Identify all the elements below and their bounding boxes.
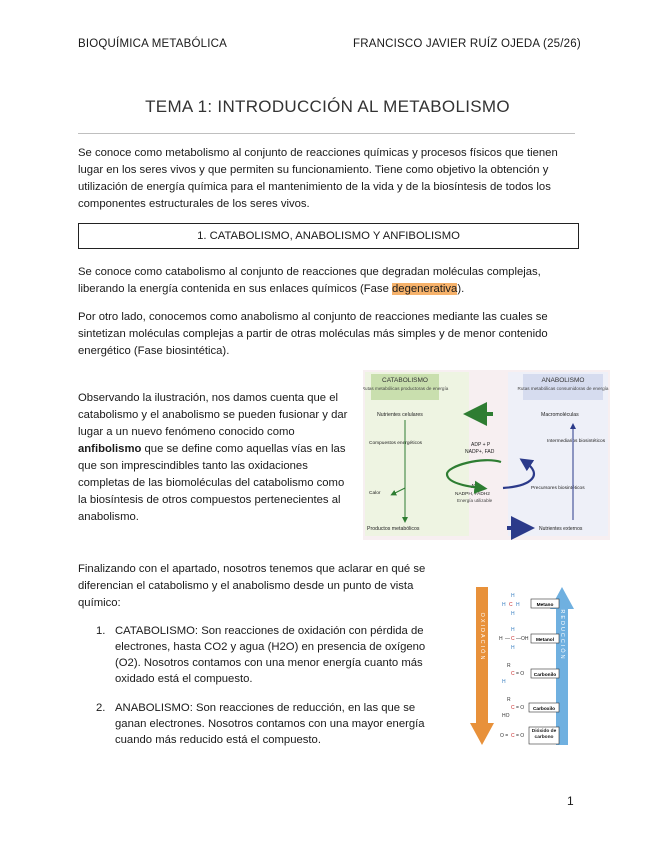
label-calor: Calor [369, 491, 381, 496]
label-nadph: NADPH, FADH2 [455, 492, 490, 497]
svg-text:—OH: —OH [516, 636, 529, 642]
label-productos: Productos metabólicos [367, 526, 420, 532]
label-compuestos: Compuestos energéticos [369, 441, 423, 446]
svg-text:H: H [502, 602, 506, 608]
oxidation-reduction-diagram [468, 585, 588, 748]
svg-text:HO: HO [502, 713, 510, 719]
label-macromoleculas: Macromoléculas [541, 412, 579, 418]
label-adp: ADP + P [471, 442, 491, 448]
svg-text:C: C [511, 705, 515, 711]
header-left: BIOQUÍMICA METABÓLICA [78, 38, 228, 50]
svg-text:C: C [511, 636, 515, 642]
intro-paragraph: Se conoce como metabolismo al conjunto de reacciones químicas y procesos físicos que tienen lugar en los seres vivos y que permiten su funcionamiento. Tiene como objetivo la obtención y utilización de energía química para el mantenimiento de la vida y de la biosíntesis de todos los componentes estructurales de los seres vivos. [78, 147, 558, 210]
label-precursores: Precursores biosintéticos [531, 486, 585, 491]
label-intermediarios: Intermediarios biosintéticos [547, 439, 606, 444]
svg-text:R: R [507, 697, 511, 703]
box-carboxilo: Carboxilo [532, 707, 556, 712]
svg-text:C: C [509, 602, 513, 608]
oxidation-label: OXIDACIÓN [479, 612, 485, 662]
catabolism-subtitle: Rutas metabólicas productoras de energía [363, 386, 449, 391]
anfibolismo-term: anfibolismo [78, 443, 142, 455]
svg-text:= O: = O [516, 733, 525, 739]
svg-text:H: H [511, 645, 515, 651]
svg-text:H: H [502, 679, 506, 685]
svg-text:H: H [511, 627, 515, 633]
page-number: 1 [567, 794, 574, 808]
svg-text:C: C [511, 671, 515, 677]
anabolismo-paragraph: Por otro lado, conocemos como anabolismo al conjunto de reacciones mediante las cuales se sintetizan moléculas complejas a partir de otras moléculas más simples y de menor contenido energético (Fase biosintética). [78, 311, 548, 357]
metabolism-diagram [363, 370, 610, 540]
catabolismo-paragraph: Se conoce como catabolismo al conjunto de reacciones que degradan moléculas complejas, liberando la energía contenida en sus enlaces químicos (Fase degenerativa). [78, 266, 541, 295]
label-nadp: NADP+, FAD [465, 449, 495, 455]
label-nutrientes-ext: Nutrientes externos [539, 526, 583, 532]
svg-text:O =: O = [500, 733, 509, 739]
anabolism-subtitle: Rutas metabólicas consumidoras de energía [517, 386, 609, 391]
anabolism-title: ANABOLISMO [541, 377, 585, 384]
svg-text:H: H [511, 593, 515, 599]
svg-text:C: C [511, 733, 515, 739]
svg-text:H: H [511, 611, 515, 617]
oxidation-arrow [470, 587, 494, 745]
label-energia: Energía utilizable [457, 498, 493, 503]
label-atp: ATP [471, 484, 481, 490]
header-right: FRANCISCO JAVIER RUÍZ OJEDA (25/26) [353, 38, 581, 50]
title-divider [78, 133, 575, 134]
svg-text:H: H [499, 636, 503, 642]
catabolism-title: CATABOLISMO [382, 377, 428, 384]
svg-text:= O: = O [516, 671, 525, 677]
anfibolismo-paragraph: Observando la ilustración, nos damos cuenta que el catabolismo y el anabolismo se pueden fusionar y dar lugar a un nuevo fenómeno conocido como anfibolismo que se define como aquellas vías en las que son imprescindibles tanto las oxidaciones completas de las biomoléculas del catabolismo como la biosíntesis de otros compuestos pertenecientes al anabolismo. [78, 392, 348, 523]
reduction-label: REDUCCIÓN [559, 609, 565, 661]
page-title: TEMA 1: INTRODUCCIÓN AL METABOLISMO [145, 97, 510, 116]
box-metano: Metano [536, 603, 554, 608]
label-nutrientes: Nutrientes celulares [377, 412, 423, 418]
svg-text:H: H [516, 602, 520, 608]
section-heading: 1. CATABOLISMO, ANABOLISMO Y ANFIBOLISMO [78, 223, 579, 249]
highlighted-term: degenerativa [392, 283, 458, 295]
svg-text:= O: = O [516, 705, 525, 711]
finalizando-paragraph: Finalizando con el apartado, nosotros tenemos que aclarar en qué se diferencian el catabolismo y el anabolismo desde un punto de vista químico: [78, 563, 426, 609]
box-dioxido: Dióxido de carbono [531, 729, 557, 740]
box-metanol: Metanol [535, 638, 555, 643]
svg-text:—: — [505, 636, 510, 642]
box-carbonilo: Carbonilo [533, 673, 557, 678]
svg-text:R: R [507, 663, 511, 669]
